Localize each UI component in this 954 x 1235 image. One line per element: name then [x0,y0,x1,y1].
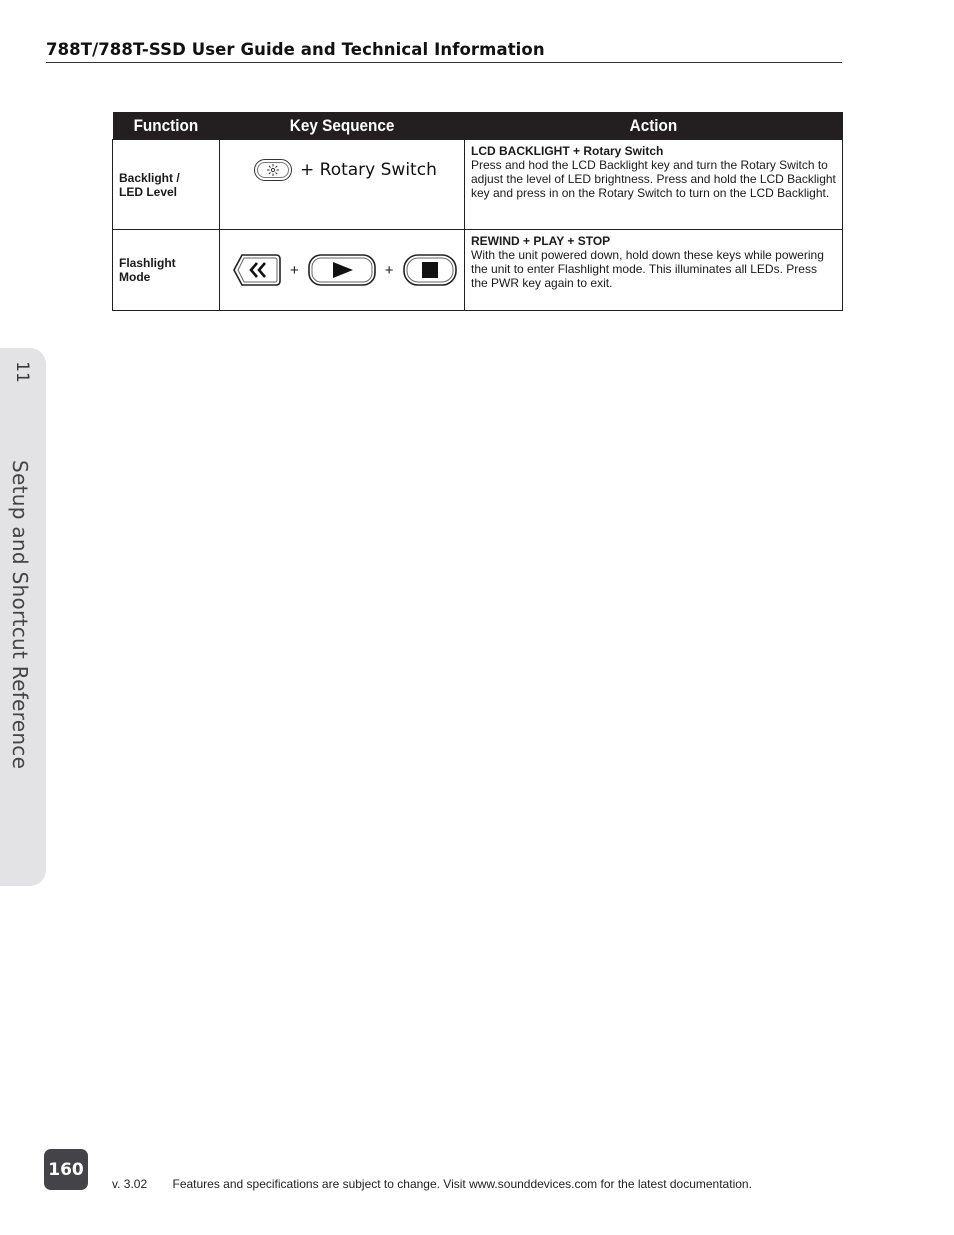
page-header [46,40,842,63]
action-description: With the unit powered down, hold down these keys while powering the unit to enter Flashlight mode. This illuminates all LEDs. Press the PWR key again to exit. [471,248,824,290]
chapter-section-title: Setup and Shortcut Reference [8,460,32,770]
stop-key-icon [402,253,458,287]
play-key-icon [307,253,377,287]
column-header-key-sequence: Key Sequence [220,112,465,140]
rewind-key-icon [232,253,282,287]
key-sequence-cell [220,230,465,311]
shortcut-table [112,112,843,311]
table-row [113,230,843,311]
chapter-side-tab [0,348,46,886]
page-footer [112,1177,752,1191]
column-header-action: Action [465,112,843,140]
backlight-key-icon [254,159,292,181]
plus-sign: + [290,261,299,279]
key-sequence-cell [220,140,465,230]
document-title: 788T/788T-SSD User Guide and Technical Information [46,40,545,59]
column-header-function: Function [113,112,220,140]
rotary-switch-label: + Rotary Switch [300,159,437,180]
table-row [113,140,843,230]
plus-sign: + [384,261,394,279]
table-header-row [113,112,843,140]
action-cell [465,140,843,230]
action-cell [465,230,843,311]
action-description: Press and hod the LCD Backlight key and turn the Rotary Switch to adjust the level of LED brightness. Press and hold the LCD Backlight key and press in on the Rotary Switch to turn on the LCD Backlight. [471,158,836,200]
version-label: v. 3.02 [112,1177,148,1191]
footer-disclaimer: Features and specifications are subject to change. Visit www.sounddevices.com for the latest documentation. [172,1177,752,1191]
chapter-number: 11 [12,361,32,383]
action-heading: LCD BACKLIGHT + Rotary Switch [471,144,664,158]
function-cell: Backlight / LED Level [113,140,220,230]
action-heading: REWIND + PLAY + STOP [471,234,611,248]
page-number-badge: 160 [44,1149,88,1190]
function-cell: Flashlight Mode [113,230,220,311]
